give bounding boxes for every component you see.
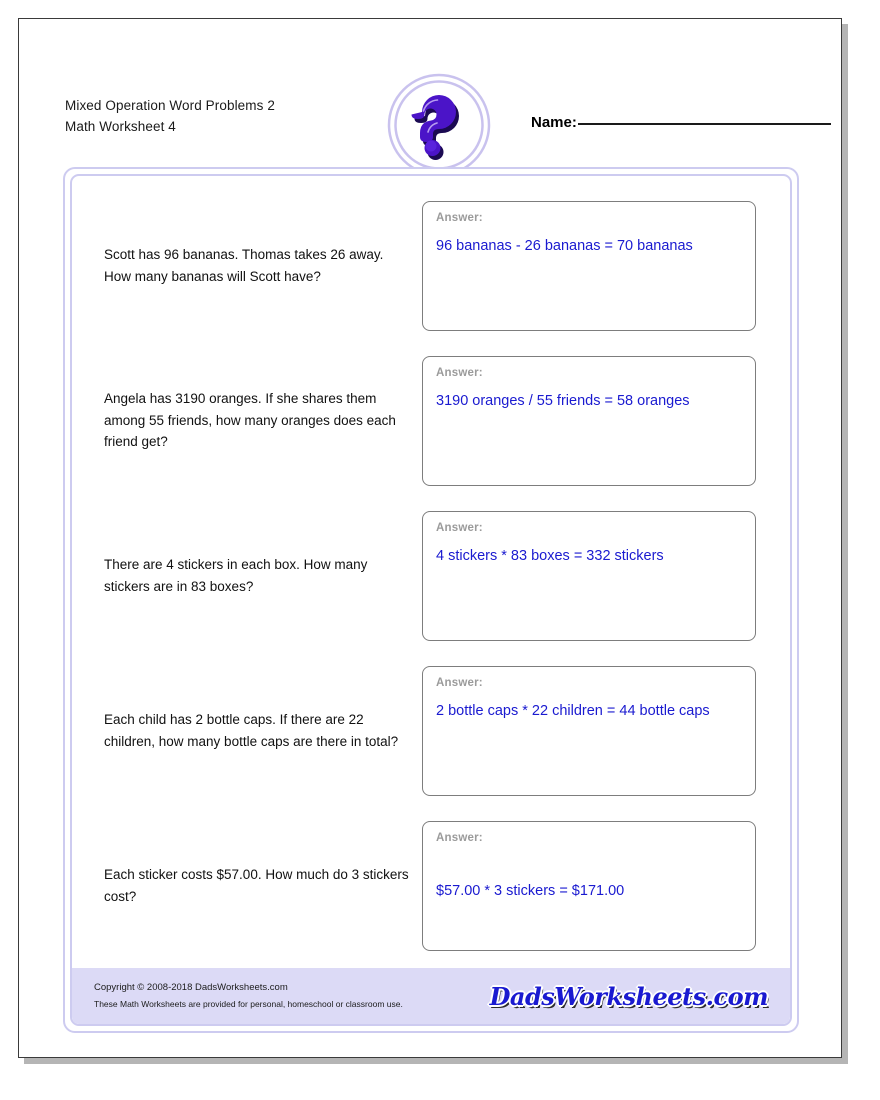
answer-cell — [422, 808, 790, 963]
worksheet-subtitle: Math Worksheet 4 — [65, 118, 176, 134]
answer-body — [436, 844, 743, 940]
answer-cell — [422, 653, 790, 808]
answer-label: Answer: — [436, 521, 483, 534]
name-label: Name: — [531, 114, 577, 131]
question-text: Each child has 2 bottle caps. If there are 22 children, how many bottle caps are there in total? — [104, 711, 399, 749]
question-text: Each sticker costs $57.00. How much do 3 stickers cost? — [104, 866, 409, 904]
answer-cell — [422, 343, 790, 498]
problem-row — [72, 808, 790, 963]
answer-body — [436, 224, 743, 257]
worksheet-header — [19, 19, 841, 169]
question-cell — [72, 498, 422, 653]
question-text: Scott has 96 bananas. Thomas takes 26 away. How many bananas will Scott have? — [104, 246, 384, 284]
question-cell — [72, 808, 422, 963]
worksheet-footer — [72, 968, 790, 1024]
copyright-block — [94, 980, 403, 1012]
worksheet-panel-inner — [70, 174, 792, 1026]
answer-box[interactable] — [422, 666, 756, 796]
answer-box[interactable] — [422, 356, 756, 486]
question-cell — [72, 653, 422, 808]
problem-row — [72, 343, 790, 498]
question-text: Angela has 3190 oranges. If she shares them among 55 friends, how many oranges does each friend get? — [104, 390, 396, 450]
answer-cell — [422, 188, 790, 343]
name-field — [531, 114, 831, 131]
worksheet-page — [18, 18, 842, 1058]
worksheet-panel-outer — [63, 167, 799, 1033]
question-text: There are 4 stickers in each box. How many stickers are in 83 boxes? — [104, 556, 368, 594]
answer-body — [436, 534, 743, 567]
copyright-text: Copyright © 2008-2018 DadsWorksheets.com — [94, 982, 288, 994]
answer-cell — [422, 498, 790, 653]
answer-box[interactable] — [422, 821, 756, 951]
answer-box[interactable] — [422, 511, 756, 641]
answer-body — [436, 689, 743, 722]
answer-label: Answer: — [436, 366, 483, 379]
answer-label: Answer: — [436, 211, 483, 224]
problem-row — [72, 188, 790, 343]
question-cell — [72, 343, 422, 498]
answer-value: 2 bottle caps * 22 children = 44 bottle caps — [436, 702, 710, 719]
question-cell — [72, 188, 422, 343]
name-input-line[interactable] — [578, 122, 831, 125]
dadsworksheets-wordmark: DadsWorksheets.com — [489, 981, 768, 1011]
answer-value: 3190 oranges / 55 friends = 58 oranges — [436, 392, 690, 409]
problem-row — [72, 653, 790, 808]
answer-body — [436, 379, 743, 412]
answer-label: Answer: — [436, 676, 483, 689]
answer-label: Answer: — [436, 831, 483, 844]
answer-value: 96 bananas - 26 bananas = 70 bananas — [436, 237, 693, 254]
problem-row — [72, 498, 790, 653]
usage-text: These Math Worksheets are provided for personal, homeschool or classroom use. — [94, 998, 403, 1009]
answer-value: 4 stickers * 83 boxes = 332 stickers — [436, 547, 664, 564]
question-mark-logo-icon — [387, 73, 491, 177]
problem-list — [72, 176, 790, 968]
worksheet-title-block — [65, 96, 275, 138]
answer-value: $57.00 * 3 stickers = $171.00 — [436, 882, 625, 899]
worksheet-title: Mixed Operation Word Problems 2 — [65, 98, 275, 113]
answer-box[interactable] — [422, 201, 756, 331]
